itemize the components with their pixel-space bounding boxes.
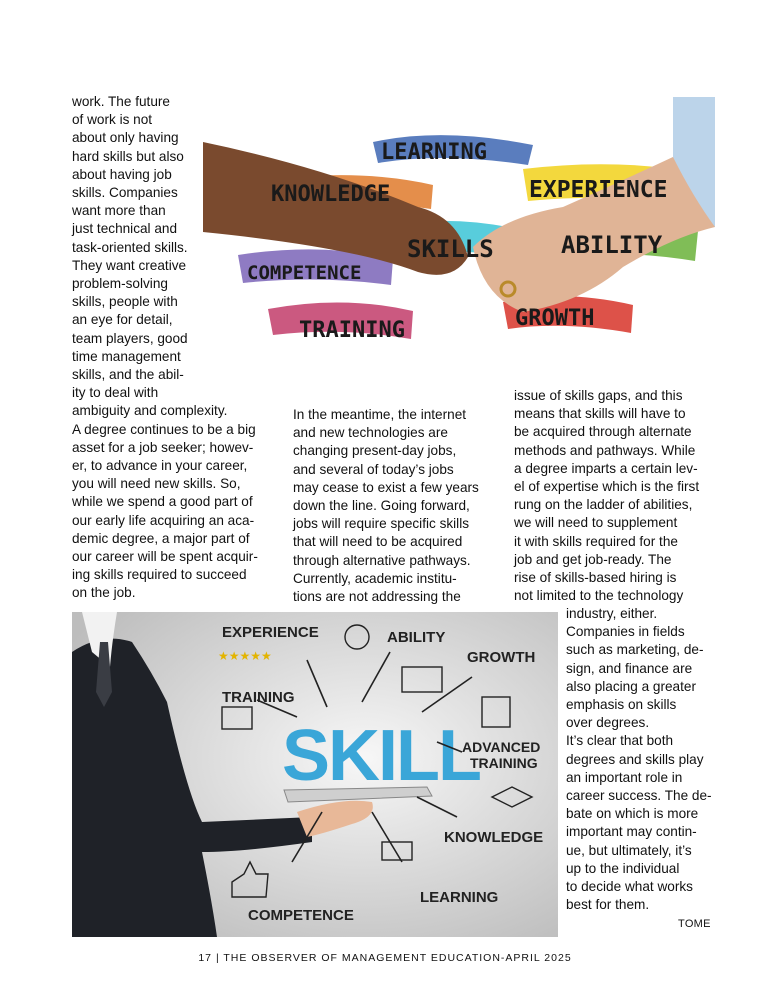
text-line: that will need to be acquired <box>293 534 463 550</box>
word-advanced: ADVANCED <box>462 739 541 755</box>
text-line: task-oriented skills. <box>72 239 188 255</box>
text-line: They want creative <box>72 257 187 273</box>
text-line: about only having <box>72 130 179 146</box>
text-line: time management <box>72 348 181 364</box>
text-line: means that skills will have to <box>514 406 686 422</box>
page-footer: 17 | THE OBSERVER OF MANAGEMENT EDUCATION-APRIL 2025 <box>198 952 572 964</box>
text-line: important may contin- <box>566 824 697 840</box>
word-growth: GROWTH <box>515 306 595 331</box>
handshake-skills-image <box>203 97 715 357</box>
text-line: just technical and <box>72 221 178 237</box>
word-competence-2: COMPETENCE <box>248 907 354 924</box>
text-line: tions are not addressing the <box>293 589 461 605</box>
text-line: of work is not <box>72 112 153 128</box>
text-line: issue of skills gaps, and this <box>514 388 683 403</box>
text-line: demic degree, a major part of <box>72 530 250 546</box>
text-line: career success. The de- <box>566 788 712 804</box>
author-signature: TOME <box>678 918 711 930</box>
word-growth-2: GROWTH <box>467 649 536 666</box>
word-learning-2: LEARNING <box>420 889 499 906</box>
text-line: Companies in fields <box>566 624 685 640</box>
text-line: best for them. <box>566 897 650 913</box>
text-line: to decide what works <box>566 879 693 895</box>
word-training-2: TRAINING <box>222 689 295 706</box>
text-line: skills, and the abil- <box>72 367 184 383</box>
column-2-text <box>293 406 479 606</box>
text-line: our early life acquiring an aca- <box>72 512 255 528</box>
word-learning: LEARNING <box>381 140 487 165</box>
text-line: about having job <box>72 166 172 182</box>
text-line: over degrees. <box>566 715 650 731</box>
text-line: ing skills required to succeed <box>72 567 247 583</box>
column-3-continued-text <box>566 605 712 914</box>
text-line: and several of today’s jobs <box>293 461 454 477</box>
text-line: down the line. Going forward, <box>293 498 470 514</box>
word-advanced-training: TRAINING <box>470 755 538 771</box>
word-experience-2: EXPERIENCE <box>222 624 319 641</box>
word-ability-2: ABILITY <box>387 629 446 646</box>
text-line: asset for a job seeker; howev- <box>72 439 254 455</box>
text-line: Currently, academic institu- <box>293 570 457 586</box>
text-line: degrees and skills play <box>566 751 704 767</box>
text-line: er, to advance in your career, <box>72 458 248 474</box>
text-line: In the meantime, the internet <box>293 407 467 422</box>
text-line: rise of skills-based hiring is <box>514 570 677 586</box>
text-line: while we spend a good part of <box>72 494 253 510</box>
stars-icon: ★★★★★ <box>218 649 272 663</box>
text-line: want more than <box>72 203 166 219</box>
text-line: not limited to the technology <box>514 588 684 604</box>
text-line: also placing a greater <box>566 678 696 694</box>
text-line: a degree imparts a certain lev- <box>514 460 698 476</box>
word-knowledge-2: KNOWLEDGE <box>444 829 544 846</box>
text-line: el of expertise which is the first <box>514 479 700 495</box>
text-line: work. The future <box>72 94 170 109</box>
text-line: methods and pathways. While <box>514 442 696 458</box>
text-line: ambiguity and complexity. <box>72 403 228 419</box>
text-line: may cease to exist a few years <box>293 479 479 495</box>
text-line: ue, but ultimately, it’s <box>566 842 692 858</box>
text-line: our career will be spent acquir- <box>72 549 258 565</box>
text-line: team players, good <box>72 330 188 346</box>
text-line: up to the individual <box>566 860 680 876</box>
text-line: you will need new skills. So, <box>72 476 241 492</box>
text-line: an important role in <box>566 769 683 785</box>
text-line: skills. Companies <box>72 185 178 201</box>
text-line: problem-solving <box>72 276 168 292</box>
text-line: jobs will require specific skills <box>293 516 470 532</box>
text-line: and new technologies are <box>293 425 448 441</box>
word-competence: COMPETENCE <box>247 262 362 284</box>
text-line: we will need to supplement <box>514 515 678 531</box>
text-line: an eye for detail, <box>72 312 173 328</box>
text-line: be acquired through alternate <box>514 424 692 440</box>
skill-diagram-image <box>72 612 558 937</box>
word-ability: ABILITY <box>561 231 663 259</box>
word-skill: SKILL <box>282 716 480 796</box>
word-training: TRAINING <box>299 318 405 343</box>
text-line: sign, and finance are <box>566 660 693 676</box>
text-line: emphasis on skills <box>566 697 677 713</box>
text-line: It’s clear that both <box>566 733 674 749</box>
text-line: hard skills but also <box>72 148 184 164</box>
text-line: A degree continues to be a big <box>72 421 256 437</box>
text-line: through alternative pathways. <box>293 552 471 568</box>
word-experience: EXPERIENCE <box>529 177 668 203</box>
text-line: skills, people with <box>72 294 178 310</box>
text-line: job and get job-ready. The <box>514 551 672 567</box>
column-3-text <box>514 387 699 605</box>
text-line: bate on which is more <box>566 806 699 822</box>
text-line: on the job. <box>72 585 136 601</box>
text-line: industry, either. <box>566 606 658 621</box>
text-line: it with skills required for the <box>514 533 678 549</box>
text-line: ity to deal with <box>72 385 159 401</box>
text-line: changing present-day jobs, <box>293 443 457 459</box>
word-knowledge: KNOWLEDGE <box>271 182 391 207</box>
text-line: such as marketing, de- <box>566 642 704 658</box>
word-skills: SKILLS <box>407 235 494 263</box>
text-line: rung on the ladder of abilities, <box>514 497 693 513</box>
